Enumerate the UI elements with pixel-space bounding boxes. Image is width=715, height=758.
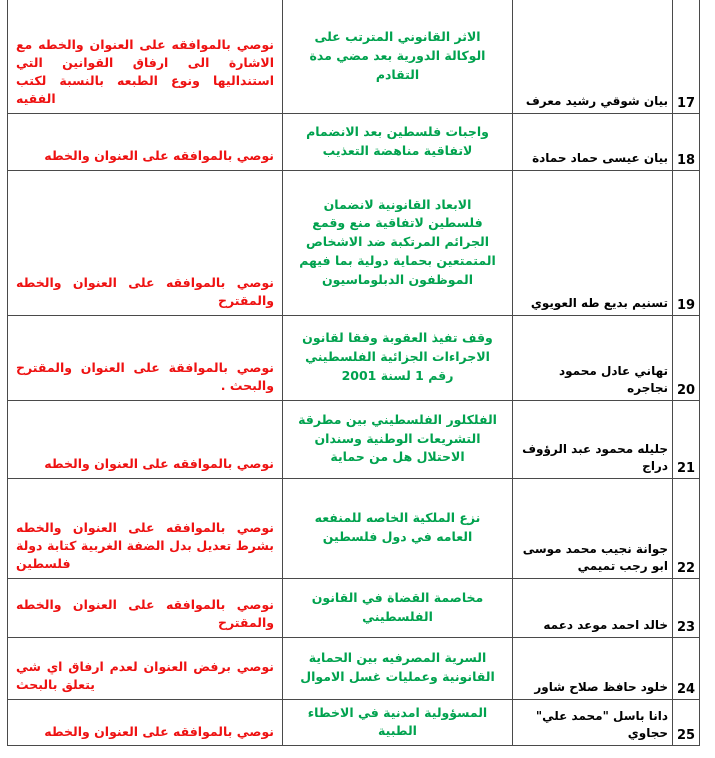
student-name-cell: بيان شوقي رشيد معرف bbox=[513, 0, 673, 113]
row-number-cell: 23 bbox=[673, 578, 700, 637]
student-name-cell: تسنيم بديع طه العويوي bbox=[513, 170, 673, 315]
recommendation-cell: نوصي بالموافقه على العنوان والخطه والمقترح bbox=[8, 578, 283, 637]
table-row bbox=[8, 0, 700, 113]
row-number-cell: 17 bbox=[673, 0, 700, 113]
table-row bbox=[8, 478, 700, 578]
thesis-title-cell: نزع الملكية الخاصه للمنفعه العامه في دول فلسطين bbox=[283, 478, 513, 578]
table-row bbox=[8, 315, 700, 400]
student-name-cell: خالد احمد موعد دعمه bbox=[513, 578, 673, 637]
row-number-cell: 22 bbox=[673, 478, 700, 578]
student-name-cell: خلود حافظ صلاح شاور bbox=[513, 637, 673, 699]
recommendation-cell: نوصي بالموافقه على العنوان والخطه bbox=[8, 699, 283, 746]
recommendation-cell: نوصي برفض العنوان لعدم ارفاق اي شي يتعلق بالبحث bbox=[8, 637, 283, 699]
recommendation-cell: نوصي بالموافقه على العنوان والخطه والمقترح bbox=[8, 170, 283, 315]
thesis-title-cell: واجبات فلسطين بعد الانضمام لاتفاقية مناهضة التعذيب bbox=[283, 113, 513, 170]
student-name-cell: جليله محمود عبد الرؤوف دراج bbox=[513, 400, 673, 478]
recommendation-cell: نوصي بالموافقة على العنوان والمقترح والبحث . bbox=[8, 315, 283, 400]
thesis-title-cell: السرية المصرفيه بين الحماية القانونية وعمليات غسل الاموال bbox=[283, 637, 513, 699]
table-row bbox=[8, 400, 700, 478]
recommendation-cell: نوصي بالموافقه على العنوان والخطه بشرط تعديل بدل الضفة الغربية كتابة دولة فلسطين bbox=[8, 478, 283, 578]
table-row bbox=[8, 637, 700, 699]
row-number-cell: 18 bbox=[673, 113, 700, 170]
thesis-title-cell: المسؤولية امدنية في الاخطاء الطبية bbox=[283, 699, 513, 746]
table-row bbox=[8, 170, 700, 315]
row-number-cell: 20 bbox=[673, 315, 700, 400]
thesis-title-cell: الفلكلور الفلسطيني بين مطرقة التشريعات الوطنية وسندان الاحتلال هل من حماية bbox=[283, 400, 513, 478]
student-name-cell: بيان عيسى حماد حمادة bbox=[513, 113, 673, 170]
thesis-title-cell: الابعاد القانونية لانضمان فلسطين لاتفاقية منع وقمع الجرائم المرتكبة ضد الاشخاص المتمتعين بحماية دولية بما فيهم الموظفون الدبلوماسيون bbox=[283, 170, 513, 315]
thesis-review-table bbox=[7, 0, 700, 746]
table-row bbox=[8, 578, 700, 637]
recommendation-cell: نوصي بالموافقه على العنوان والخطه مع الاشارة الى ارفاق القوانين التي استنداليها ونوع الطبعه بالنسبة لكتب الفقيه bbox=[8, 0, 283, 113]
student-name-cell: دانا باسل "محمد علي" حجاوي bbox=[513, 699, 673, 746]
row-number-cell: 25 bbox=[673, 699, 700, 746]
row-number-cell: 19 bbox=[673, 170, 700, 315]
thesis-title-cell: مخاصمة القضاة في القانون الفلسطيني bbox=[283, 578, 513, 637]
recommendation-cell: نوصي بالموافقه على العنوان والخطه bbox=[8, 113, 283, 170]
thesis-title-cell: وقف تفيذ العقوبة وفقا لقانون الاجراءات الجزائية الفلسطيني رقم 1 لسنة 2001 bbox=[283, 315, 513, 400]
row-number-cell: 24 bbox=[673, 637, 700, 699]
table-row bbox=[8, 699, 700, 746]
student-name-cell: تهاني عادل محمود نجاجره bbox=[513, 315, 673, 400]
recommendation-cell: نوصي بالموافقه على العنوان والخطه bbox=[8, 400, 283, 478]
thesis-title-cell: الاثر القانوني المترتب على الوكالة الدورية بعد مضي مدة التقادم bbox=[283, 0, 513, 113]
row-number-cell: 21 bbox=[673, 400, 700, 478]
table-row bbox=[8, 113, 700, 170]
student-name-cell: جوانة نجيب محمد موسى ابو رجب تميمي bbox=[513, 478, 673, 578]
